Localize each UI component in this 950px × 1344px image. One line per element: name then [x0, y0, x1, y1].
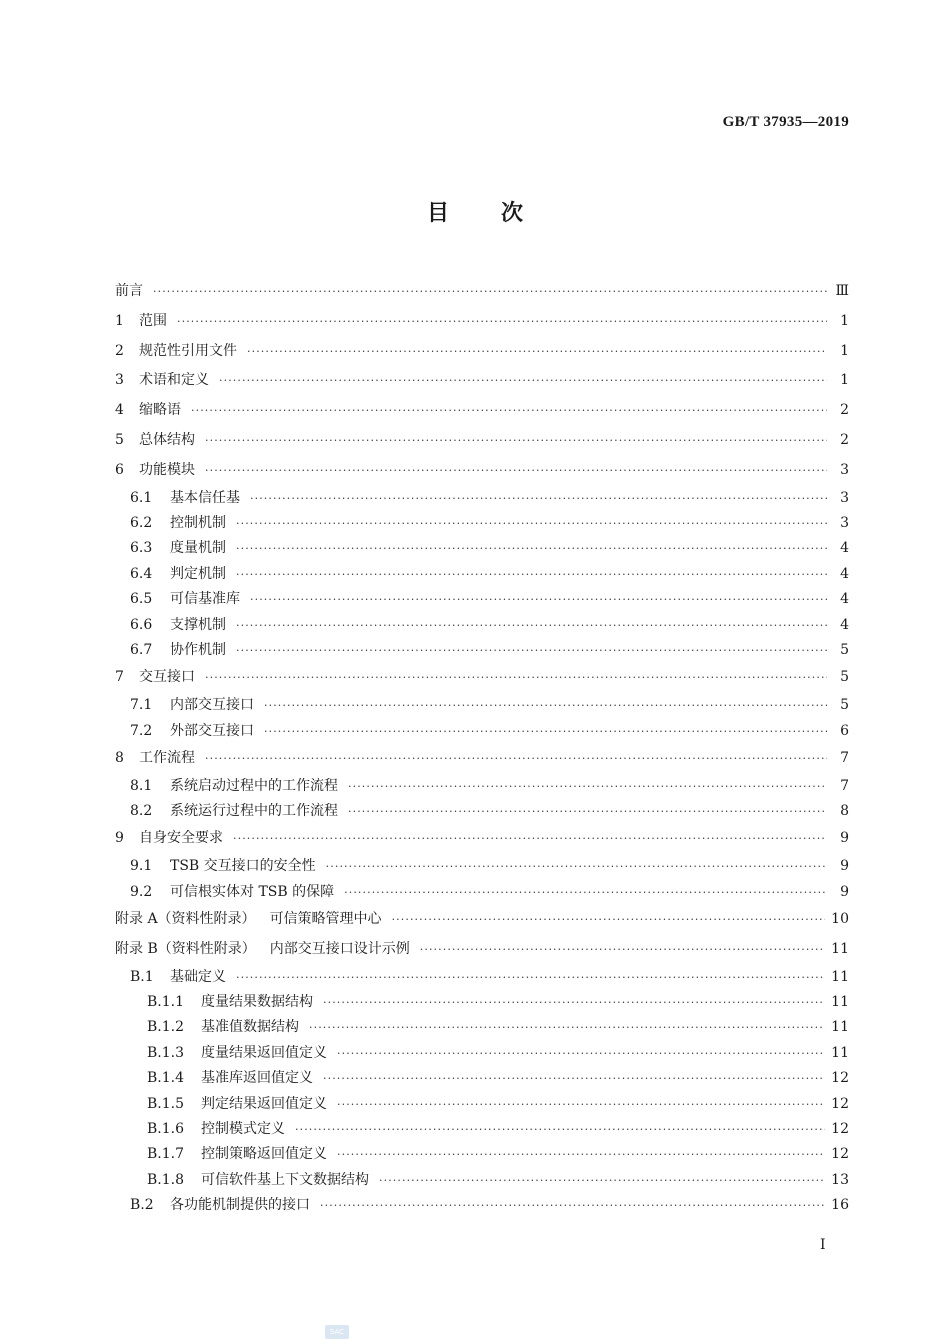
toc-entry-page: 7 [840, 777, 849, 794]
toc-entry-page: 2 [840, 402, 849, 419]
toc-entry-number: 6.1 [130, 489, 153, 506]
dot-leader [264, 693, 827, 718]
toc-entry[interactable] [115, 744, 849, 774]
toc-entry-label: 协作机制 [170, 641, 226, 658]
toc-entry[interactable] [115, 663, 849, 693]
toc-entry-page: 8 [840, 803, 849, 820]
toc-entry-number: 3 [115, 372, 124, 389]
dot-leader [236, 562, 827, 587]
watermark-logo: SAC [325, 1325, 349, 1339]
toc-entry-number: 6.7 [130, 641, 153, 658]
toc-entry-label: 度量结果返回值定义 [201, 1044, 327, 1061]
toc-entry-page: 3 [840, 514, 849, 531]
toc-entry[interactable] [115, 965, 849, 990]
toc-entry[interactable] [115, 854, 849, 879]
dot-leader [420, 935, 825, 965]
toc-entry-number: 附录 A（资料性附录） [115, 911, 256, 928]
dot-leader [250, 587, 827, 612]
dot-leader [236, 638, 827, 663]
toc-entry-label: 工作流程 [139, 749, 195, 766]
toc-entry-page: 11 [831, 994, 849, 1011]
toc-entry-page: 11 [831, 940, 849, 957]
dot-leader [348, 799, 827, 824]
toc-entry[interactable] [115, 1117, 849, 1142]
toc-entry-label: 范围 [139, 312, 167, 329]
toc-entry-number: 6.6 [130, 616, 153, 633]
toc-entry-label: 判定机制 [170, 565, 226, 582]
toc-entry-page: 1 [840, 372, 849, 389]
dot-leader [177, 307, 827, 337]
toc-entry-label: 内部交互接口 [170, 697, 254, 714]
dot-leader [247, 337, 827, 367]
toc-entry-label: 支撑机制 [170, 616, 226, 633]
toc-entry[interactable] [115, 799, 849, 824]
toc-entry-number: 附录 B（资料性附录） [115, 940, 256, 957]
toc-entry-page: 9 [840, 883, 849, 900]
toc-entry-number: B.1.1 [147, 994, 185, 1011]
toc-entry-label: 控制机制 [170, 514, 226, 531]
toc-entry[interactable] [115, 935, 849, 965]
toc-entry-number: 6.5 [130, 591, 153, 608]
standard-code: GB/T 37935—2019 [722, 114, 849, 130]
toc-entry[interactable] [115, 562, 849, 587]
dot-leader [379, 1168, 825, 1193]
toc-entry-page: 12 [831, 1070, 849, 1087]
toc-entry-label: 规范性引用文件 [139, 342, 237, 359]
toc-entry-page: 5 [840, 697, 849, 714]
toc-entry-number: 6.2 [130, 514, 153, 531]
toc-entry-label: 度量结果数据结构 [201, 994, 313, 1011]
toc-entry-page: 10 [831, 911, 849, 928]
toc-entry-page: 11 [831, 1044, 849, 1061]
dot-leader [309, 1015, 825, 1040]
dot-leader [233, 824, 827, 854]
toc-entry-number: 8.2 [130, 803, 153, 820]
toc-entry-label: 基本信任基 [170, 489, 240, 506]
toc-entry-number: 6 [115, 461, 124, 478]
toc-entry[interactable] [115, 1041, 849, 1066]
toc-entry-label: 可信根实体对 TSB 的保障 [170, 883, 335, 900]
toc-entry[interactable] [115, 613, 849, 638]
dot-leader [326, 854, 827, 879]
toc-entry[interactable] [115, 366, 849, 396]
dot-leader [236, 965, 825, 990]
dot-leader [264, 719, 827, 744]
dot-leader [250, 486, 827, 511]
dot-leader [337, 1041, 825, 1066]
toc-entry-number: 9.2 [130, 883, 153, 900]
toc-entry[interactable] [115, 337, 849, 367]
toc-entry-number: 4 [115, 402, 124, 419]
toc-entry-label: 术语和定义 [139, 372, 209, 389]
toc-entry-page: 2 [840, 431, 849, 448]
dot-leader [344, 880, 827, 905]
toc-entry-number: B.1.2 [147, 1019, 185, 1036]
toc-entry[interactable] [115, 307, 849, 337]
toc-entry-label: 可信策略管理中心 [269, 911, 382, 928]
toc-entry-label: TSB 交互接口的安全性 [170, 858, 316, 875]
toc-entry[interactable] [115, 774, 849, 799]
dot-leader [323, 990, 825, 1015]
toc-entry[interactable] [115, 719, 849, 744]
dot-leader [348, 774, 827, 799]
toc-entry-number: 7 [115, 669, 124, 686]
dot-leader [320, 1193, 825, 1218]
toc-entry[interactable] [115, 396, 849, 426]
page-number: Ⅰ [820, 1237, 826, 1253]
toc-entry-label: 缩略语 [139, 402, 181, 419]
toc-entry[interactable] [115, 1168, 849, 1193]
toc-entry-number: B.1.6 [147, 1120, 185, 1137]
toc-entry[interactable] [115, 1015, 849, 1040]
toc-entry-number: 8 [115, 749, 124, 766]
toc-entry-page: 4 [840, 591, 849, 608]
dot-leader [205, 744, 827, 774]
table-of-contents [115, 277, 849, 1219]
toc-entry[interactable] [115, 511, 849, 536]
toc-entry-page: 1 [840, 312, 849, 329]
toc-entry-page: 4 [840, 616, 849, 633]
dot-leader [337, 1142, 825, 1167]
toc-entry-page: 12 [831, 1146, 849, 1163]
toc-entry-number: 9 [115, 830, 124, 847]
toc-entry-label: 控制策略返回值定义 [201, 1146, 327, 1163]
toc-entry-page: 3 [840, 489, 849, 506]
toc-entry-label: 系统启动过程中的工作流程 [170, 777, 338, 794]
toc-entry-label: 交互接口 [139, 669, 195, 686]
toc-entry-label: 基础定义 [170, 968, 226, 985]
toc-entry-number: B.1.4 [147, 1070, 185, 1087]
toc-entry-page: 12 [831, 1095, 849, 1112]
dot-leader [337, 1092, 825, 1117]
dot-leader [205, 426, 827, 456]
toc-entry-label: 各功能机制提供的接口 [170, 1197, 310, 1214]
toc-entry[interactable] [115, 1092, 849, 1117]
toc-entry[interactable] [115, 880, 849, 905]
dot-leader [236, 536, 827, 561]
toc-entry-page: Ⅲ [835, 283, 849, 299]
toc-entry[interactable] [115, 456, 849, 486]
toc-entry-page: 1 [840, 342, 849, 359]
dot-leader [205, 663, 827, 693]
toc-entry-number: 6.4 [130, 565, 153, 582]
toc-entry-number: 2 [115, 342, 124, 359]
toc-entry-number: 6.3 [130, 540, 153, 557]
toc-entry-label: 基准值数据结构 [201, 1019, 299, 1036]
toc-entry-label: 系统运行过程中的工作流程 [170, 803, 338, 820]
toc-entry-number: 7.1 [130, 697, 153, 714]
toc-entry-page: 13 [831, 1171, 849, 1188]
toc-entry-page: 9 [840, 830, 849, 847]
toc-entry-label: 度量机制 [170, 540, 226, 557]
dot-leader [236, 613, 827, 638]
toc-entry-label: 可信软件基上下文数据结构 [201, 1171, 369, 1188]
toc-entry-page: 12 [831, 1120, 849, 1137]
toc-entry-number: B.1.5 [147, 1095, 185, 1112]
toc-entry-page: 11 [831, 1019, 849, 1036]
toc-entry[interactable] [115, 1193, 849, 1218]
toc-entry-label: 总体结构 [139, 431, 195, 448]
toc-entry-number: 8.1 [130, 777, 153, 794]
toc-entry[interactable] [115, 693, 849, 718]
dot-leader [205, 456, 827, 486]
toc-entry[interactable] [115, 587, 849, 612]
toc-entry-page: 3 [840, 461, 849, 478]
toc-entry-number: B.1.8 [147, 1171, 185, 1188]
toc-entry-label: 内部交互接口设计示例 [269, 940, 410, 957]
toc-entry[interactable] [115, 990, 849, 1015]
toc-entry-page: 5 [840, 669, 849, 686]
toc-entry-number: 5 [115, 431, 124, 448]
toc-entry[interactable] [115, 486, 849, 511]
toc-entry-page: 4 [840, 565, 849, 582]
toc-entry-label: 功能模块 [139, 461, 195, 478]
toc-entry-number: 7.2 [130, 722, 153, 739]
dot-leader [295, 1117, 825, 1142]
toc-entry-label: 前言 [115, 283, 143, 299]
toc-entry-number: B.1 [130, 968, 154, 985]
dot-leader [323, 1066, 825, 1091]
toc-entry-number: 1 [115, 312, 124, 329]
toc-entry-page: 6 [840, 722, 849, 739]
toc-entry-page: 9 [840, 858, 849, 875]
toc-entry-page: 5 [840, 641, 849, 658]
toc-entry[interactable] [115, 277, 849, 307]
toc-entry-page: 4 [840, 540, 849, 557]
dot-leader [153, 277, 827, 307]
toc-entry-number: B.2 [130, 1197, 154, 1214]
toc-entry-label: 判定结果返回值定义 [201, 1095, 327, 1112]
dot-leader [392, 905, 826, 935]
toc-entry[interactable] [115, 536, 849, 561]
toc-entry-number: B.1.7 [147, 1146, 185, 1163]
toc-entry-label: 外部交互接口 [170, 722, 254, 739]
toc-entry-page: 7 [840, 749, 849, 766]
toc-entry-number: 9.1 [130, 858, 153, 875]
toc-entry-label: 可信基准库 [170, 591, 240, 608]
toc-entry[interactable] [115, 905, 849, 935]
toc-entry-label: 基准库返回值定义 [201, 1070, 313, 1087]
toc-entry-label: 控制模式定义 [201, 1120, 285, 1137]
dot-leader [236, 511, 827, 536]
toc-entry[interactable] [115, 1142, 849, 1167]
toc-entry-label: 自身安全要求 [139, 830, 223, 847]
toc-entry[interactable] [115, 824, 849, 854]
toc-entry-page: 16 [831, 1197, 849, 1214]
toc-entry[interactable] [115, 426, 849, 456]
toc-entry-page: 11 [831, 968, 849, 985]
toc-entry[interactable] [115, 638, 849, 663]
dot-leader [219, 366, 827, 396]
toc-entry-number: B.1.3 [147, 1044, 185, 1061]
page-title: 目次 [426, 201, 575, 226]
toc-entry[interactable] [115, 1066, 849, 1091]
dot-leader [191, 396, 827, 426]
